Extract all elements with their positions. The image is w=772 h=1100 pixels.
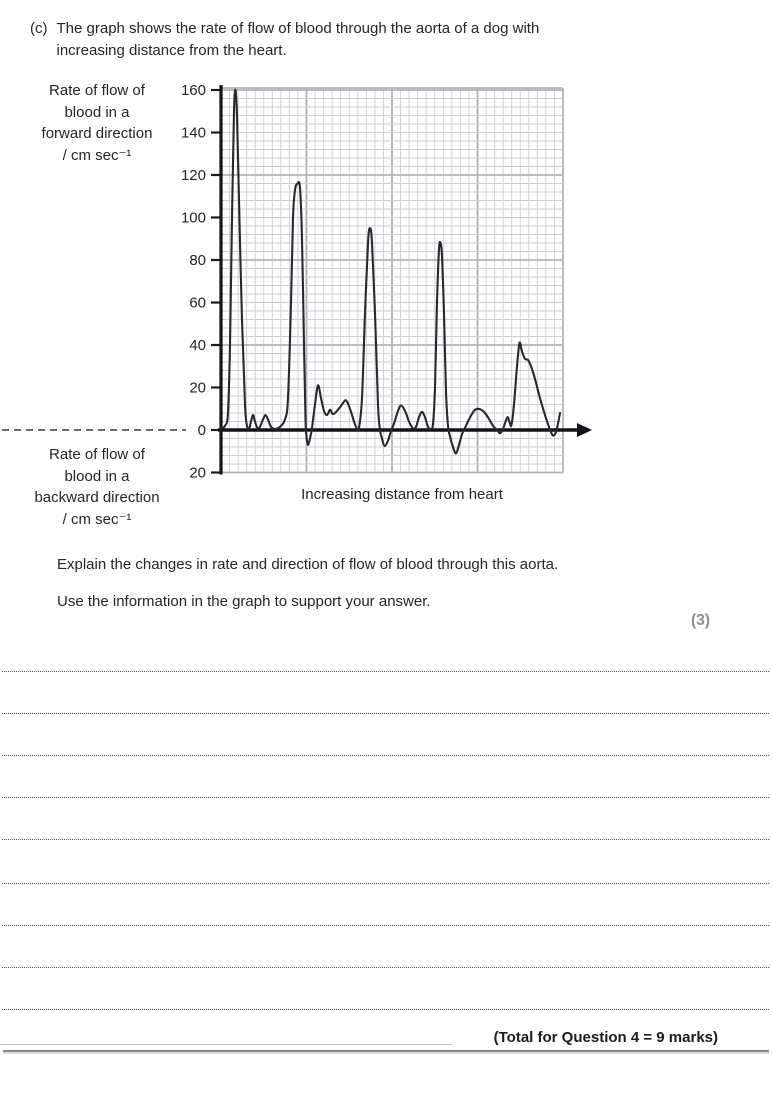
total-box-top-line — [0, 1044, 452, 1045]
answer-line — [2, 755, 769, 756]
question-intro-line2: increasing distance from the heart. — [56, 42, 287, 59]
question-intro — [57, 18, 677, 62]
y-tick-label: 100 — [180, 209, 206, 227]
y-axis-forward-label: Rate of flow of blood in a forward direction / cm sec⁻¹ — [41, 82, 153, 164]
y-tick-label: 40 — [189, 337, 206, 355]
x-axis-label: Increasing distance from heart — [301, 486, 503, 503]
answer-line — [2, 839, 769, 840]
marks-badge: (3) — [691, 612, 710, 629]
footer-rule — [3, 1050, 769, 1052]
explain-instruction: Explain the changes in rate and direction of flow of blood through this aorta. — [57, 556, 559, 573]
question-intro-row — [30, 18, 677, 62]
y-tick-label: 20 — [189, 379, 206, 397]
answer-line — [2, 925, 769, 926]
y-tick-label: 160 — [180, 82, 206, 100]
x-axis-arrowhead — [577, 423, 592, 437]
support-instruction: Use the information in the graph to support your answer. — [57, 593, 431, 610]
question-part-label: (c) — [30, 20, 48, 37]
answer-line — [2, 713, 769, 714]
answer-line — [2, 883, 769, 884]
y-tick-label: 80 — [189, 252, 206, 270]
question-intro-line1: The graph shows the rate of flow of blood through the aorta of a dog with — [56, 20, 540, 37]
y-tick-label: 140 — [180, 124, 206, 142]
total-marks-label: (Total for Question 4 = 9 marks) — [493, 1029, 718, 1046]
answer-line — [2, 1009, 769, 1010]
answer-line — [2, 671, 769, 672]
y-tick-label: 20 — [189, 464, 206, 482]
y-tick-label: 60 — [189, 294, 206, 312]
y-tick-label: 120 — [180, 167, 206, 185]
y-axis-backward-label: Rate of flow of blood in a backward direction / cm sec⁻¹ — [34, 446, 160, 528]
y-tick-label: 0 — [197, 422, 206, 440]
answer-line — [2, 967, 769, 968]
answer-line — [2, 797, 769, 798]
